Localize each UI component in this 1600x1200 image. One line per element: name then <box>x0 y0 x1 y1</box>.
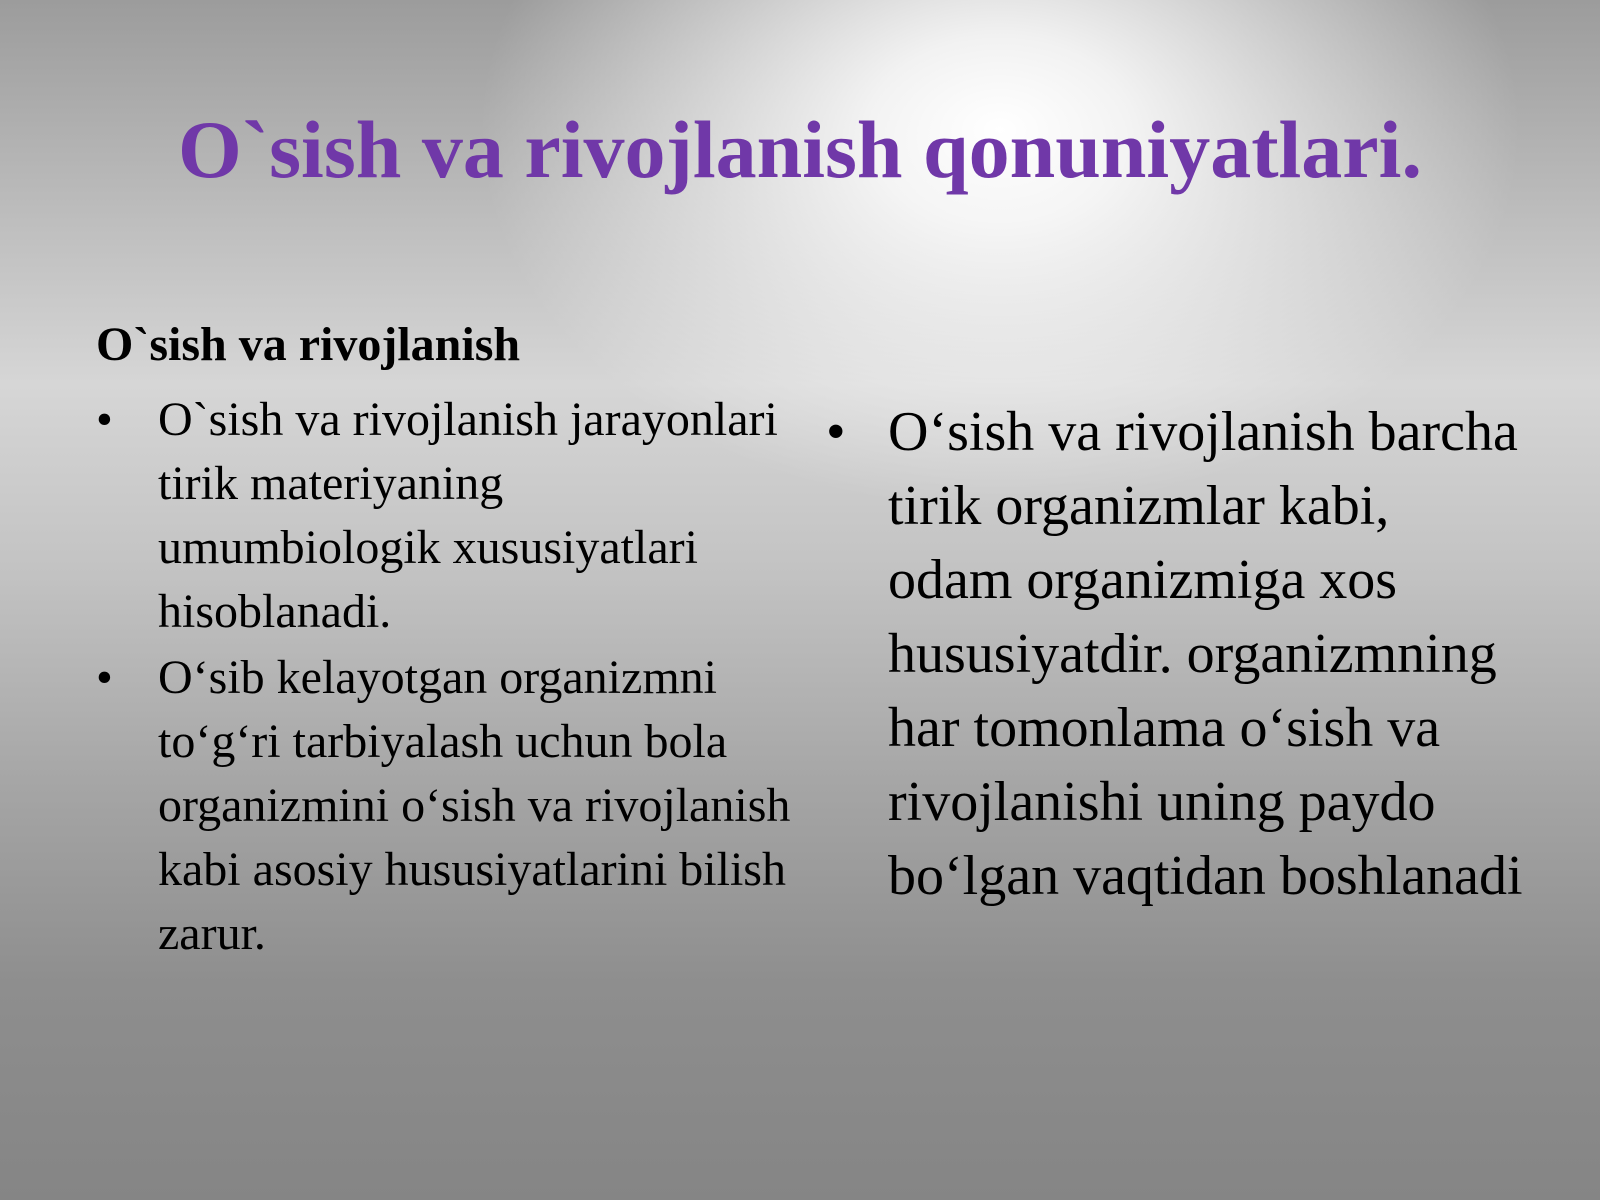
bullet-icon: • <box>826 401 846 463</box>
bullet-text: O‘sib kelayotgan organizmni to‘g‘ri tarbiyalash uchun bola organizmini o‘sish va rivojlanish kabi asosiy hususiyatlarini bilish zarur. <box>158 651 791 960</box>
bullet-item <box>96 388 796 644</box>
bullet-icon: • <box>96 393 113 446</box>
left-column-heading: O`sish va rivojlanish <box>96 318 521 371</box>
left-column <box>96 310 796 968</box>
slide-title: O`sish va rivojlanish qonuniyatlari. <box>178 104 1422 195</box>
right-column <box>826 395 1526 913</box>
bullet-icon: • <box>96 651 113 704</box>
bullet-item <box>826 395 1526 913</box>
bullet-text: O‘sish va rivojlanish barcha tirik organizmlar kabi, odam organizmiga xos hususiyatdir. organizmning har tomonlama o‘sish va rivojlanishi uning paydo bo‘lgan vaqtidan boshlanadi <box>888 401 1523 907</box>
bullet-text: O`sish va rivojlanish jarayonlari tirik materiyaning umumbiologik xususiyatlari hisoblanadi. <box>158 393 778 638</box>
bullet-item <box>96 646 796 966</box>
right-bullet-list <box>826 395 1526 913</box>
left-bullet-list <box>96 388 796 966</box>
